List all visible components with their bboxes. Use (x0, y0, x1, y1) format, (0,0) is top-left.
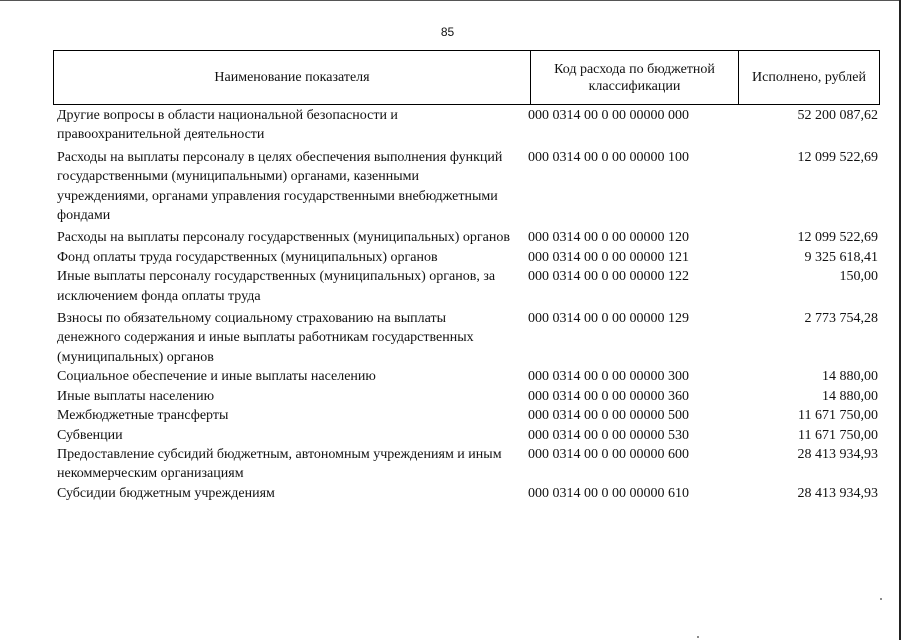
table-row (53, 484, 880, 503)
row-name: Иные выплаты населению (57, 388, 215, 404)
table-header (53, 50, 880, 105)
row-name: Субвенции (57, 427, 123, 443)
row-name: Другие вопросы в области национальной безопасности и правоохранительной деятельности (57, 108, 398, 143)
row-name: Социальное обеспечение и иные выплаты населению (57, 369, 376, 385)
table-row (53, 367, 880, 386)
row-name: Расходы на выплаты персоналу государственных (муниципальных) органов (57, 230, 510, 246)
table-row (53, 445, 880, 484)
row-amount: 28 413 934,93 (797, 485, 878, 501)
row-amount: 12 099 522,69 (797, 149, 878, 165)
row-amount: 2 773 754,28 (804, 311, 878, 327)
row-name: Взносы по обязательному социальному страхованию на выплаты денежного содержания и иные выплаты работникам государственных (муниципальных) органов (57, 311, 474, 365)
header-name: Наименование показателя (54, 51, 531, 104)
scan-speck (697, 636, 699, 638)
table-row (53, 148, 880, 226)
row-amount: 14 880,00 (822, 369, 878, 385)
row-code: 000 0314 00 0 00 00000 500 (528, 408, 689, 424)
row-amount: 150,00 (839, 269, 878, 285)
table-row (53, 248, 880, 267)
header-code: Код расхода по бюджетной классификации (531, 51, 739, 104)
row-code: 000 0314 00 0 00 00000 121 (528, 249, 689, 265)
row-code: 000 0314 00 0 00 00000 600 (528, 446, 689, 462)
row-code: 000 0314 00 0 00 00000 000 (528, 108, 689, 123)
row-name: Иные выплаты персоналу государственных (муниципальных) органов, за исключением фонда оплаты труда (57, 269, 496, 304)
row-name: Расходы на выплаты персоналу в целях обеспечения выполнения функций государственными (муниципальными) органами, казенными учреждениями, органами управления государственными внебюджетными фондами (57, 149, 503, 224)
row-code: 000 0314 00 0 00 00000 100 (528, 149, 689, 165)
table-row (53, 406, 880, 425)
row-name: Межбюджетные трансферты (57, 408, 229, 424)
row-code: 000 0314 00 0 00 00000 360 (528, 388, 689, 404)
row-name: Субсидии бюджетным учреждениям (57, 485, 275, 501)
row-code: 000 0314 00 0 00 00000 120 (528, 230, 689, 246)
row-code: 000 0314 00 0 00 00000 300 (528, 369, 689, 385)
table-row (53, 106, 880, 145)
page-top-edge (0, 0, 901, 1)
table-row (53, 267, 880, 306)
row-amount: 28 413 934,93 (797, 446, 878, 462)
page-number: 85 (440, 25, 455, 39)
row-amount: 9 325 618,41 (804, 249, 878, 265)
row-code: 000 0314 00 0 00 00000 129 (528, 311, 689, 327)
row-code: 000 0314 00 0 00 00000 530 (528, 427, 689, 443)
table-row (53, 228, 880, 247)
row-name: Предоставление субсидий бюджетным, автономным учреждениям и иным некоммерческим организациям (57, 446, 502, 482)
row-amount: 11 671 750,00 (798, 427, 878, 443)
table-row (53, 387, 880, 406)
table-row (53, 426, 880, 445)
scan-speck (880, 598, 882, 600)
row-amount: 14 880,00 (822, 388, 878, 404)
row-code: 000 0314 00 0 00 00000 610 (528, 485, 689, 501)
row-amount: 12 099 522,69 (797, 230, 878, 246)
row-name: Фонд оплаты труда государственных (муниципальных) органов (57, 249, 438, 265)
table-row (53, 309, 880, 367)
header-amount: Исполнено, рублей (752, 70, 866, 85)
row-code: 000 0314 00 0 00 00000 122 (528, 269, 689, 285)
table-body (53, 106, 880, 503)
row-amount: 52 200 087,62 (797, 108, 878, 123)
row-amount: 11 671 750,00 (798, 408, 878, 424)
